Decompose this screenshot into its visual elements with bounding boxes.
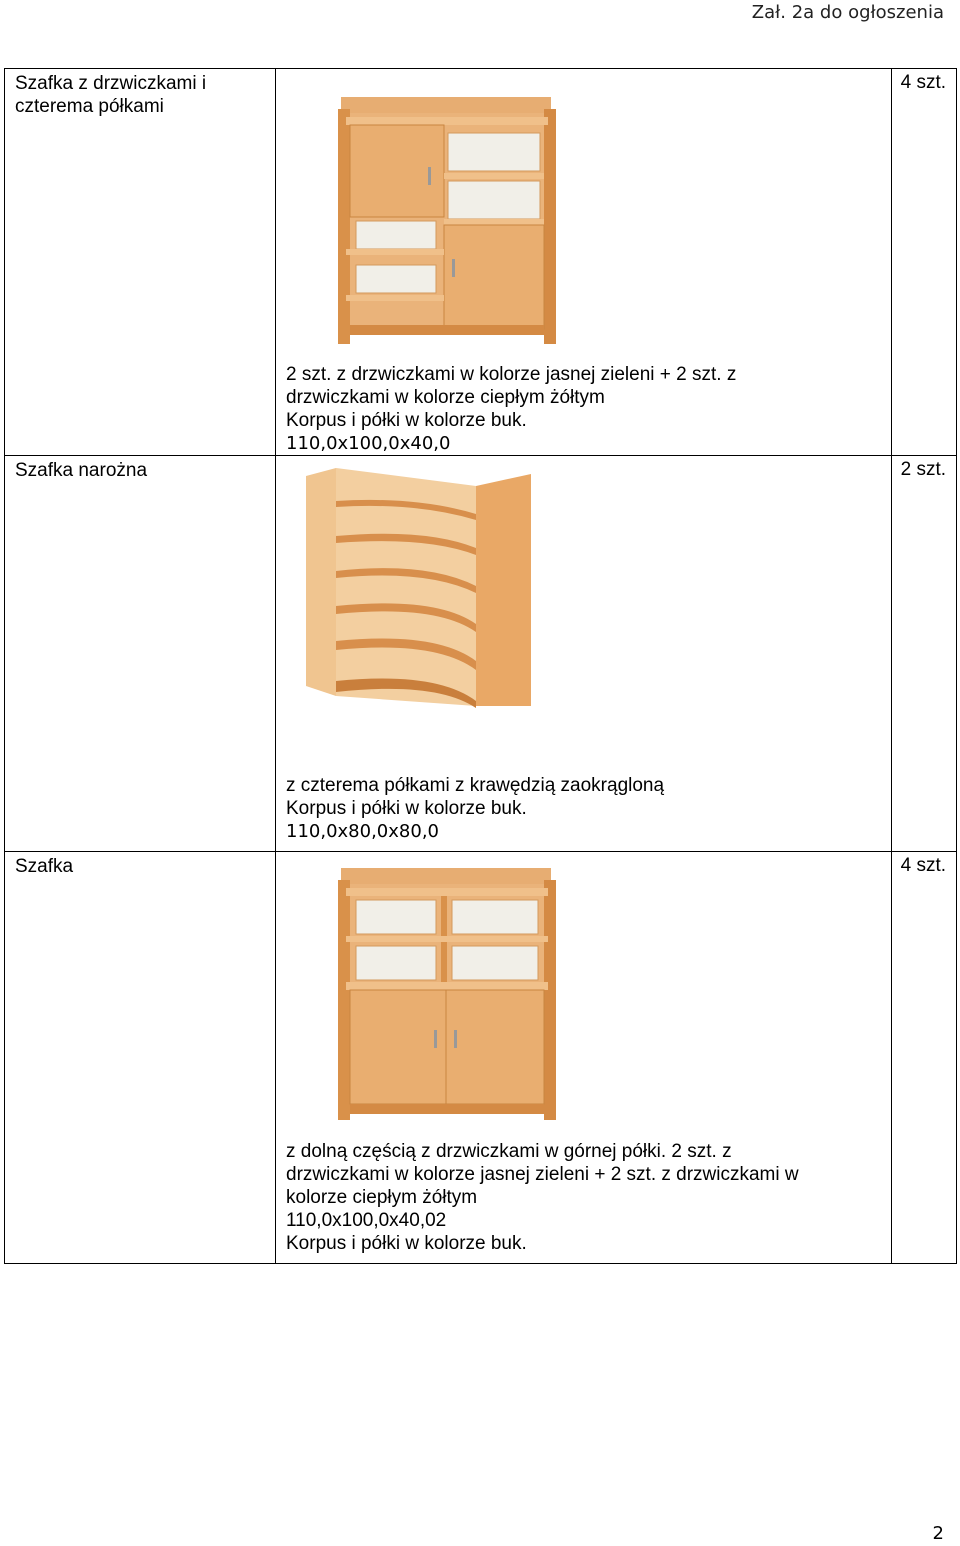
item-quantity: 4 szt.: [892, 852, 957, 1264]
page-header: Zał. 2a do ogłoszenia: [751, 2, 944, 23]
description-line: 110,0x100,0x40,0: [286, 433, 451, 454]
item-name: Szafka: [5, 852, 276, 1264]
item-details: [276, 456, 892, 852]
description-line: Korpus i półki w kolorze buk.: [286, 410, 527, 431]
description-line: 2 szt. z drzwiczkami w kolorze jasnej zieleni + 2 szt. z: [286, 364, 737, 385]
description-line: z dolną częścią z drzwiczkami w górnej półki. 2 szt. z: [286, 1141, 732, 1162]
item-quantity: 4 szt.: [892, 69, 957, 456]
table-row: [5, 456, 957, 852]
table-row: [5, 69, 957, 456]
description-line: Korpus i półki w kolorze buk.: [286, 1233, 527, 1254]
cabinet-doors-shelves-image: [276, 69, 891, 363]
item-quantity: 2 szt.: [892, 456, 957, 852]
item-details: [276, 852, 892, 1264]
item-description: [276, 363, 891, 455]
description-line: drzwiczkami w kolorze ciepłym żółtym: [286, 387, 605, 408]
item-description: [276, 1140, 891, 1255]
item-details: [276, 69, 892, 456]
item-description: [276, 774, 891, 843]
furniture-table: [4, 68, 957, 1264]
cabinet-lower-doors-image: [276, 852, 891, 1140]
description-line: drzwiczkami w kolorze jasnej zieleni + 2 szt. z drzwiczkami w: [286, 1164, 799, 1185]
description-line: 110,0x100,0x40,02: [286, 1210, 447, 1231]
table-row: [5, 852, 957, 1264]
item-name: Szafka z drzwiczkami i czterema półkami: [5, 69, 276, 456]
item-name: Szafka narożna: [5, 456, 276, 852]
page-number: 2: [932, 1523, 944, 1544]
description-line: kolorze ciepłym żółtym: [286, 1187, 478, 1208]
corner-cabinet-image: [276, 456, 891, 774]
description-line: Korpus i półki w kolorze buk.: [286, 798, 527, 819]
description-line: z czterema półkami z krawędzią zaokrągloną: [286, 775, 665, 796]
description-line: 110,0x80,0x80,0: [286, 821, 439, 842]
